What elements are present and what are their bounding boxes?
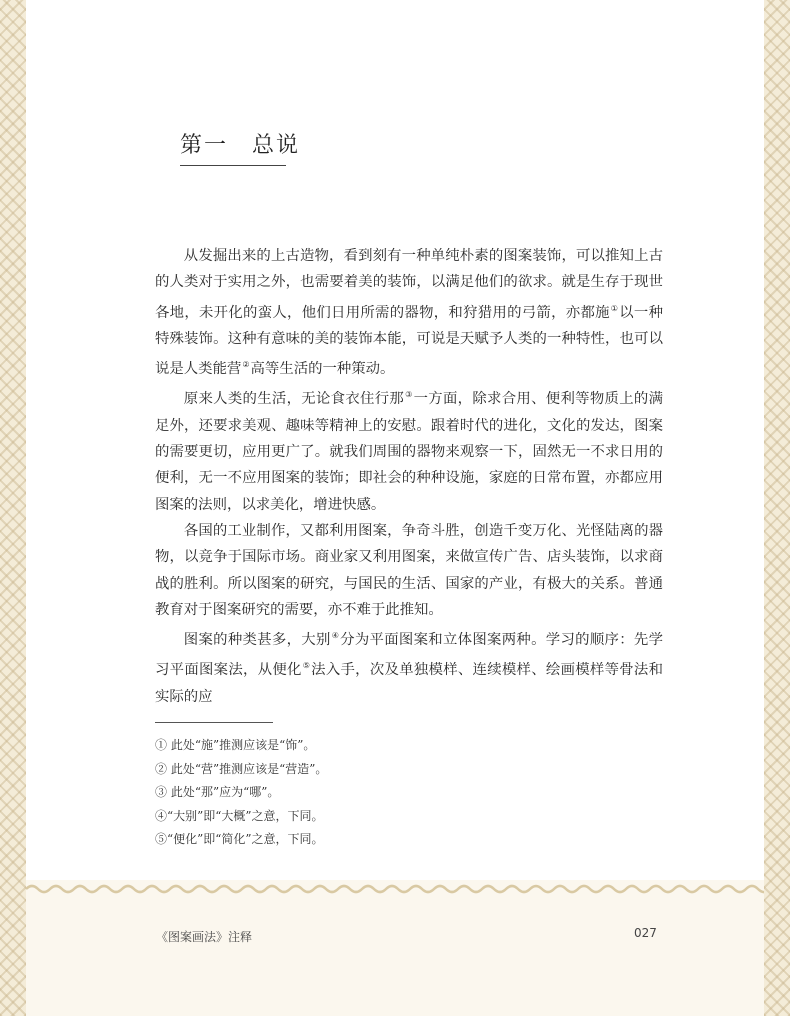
paragraph-1: 从发掘出来的上古造物，看到刻有一种单纯朴素的图案装饰，可以推知上古的人类对于实用之外，也需要着美的装饰，以满足他们的欲求。就是生存于现世各地，未开化的蛮人，他们日用所需的器物，和狩猎用的弓箭，亦都施①以一种特殊装饰。这种有意味的美的装饰本能，可说是天赋予人类的一种特性，也可以说是人类能营②高等生活的一种策动。: [155, 248, 663, 378]
bottom-band: [26, 880, 764, 1016]
paragraph-3: 各国的工业制作，又都利用图案，争奇斗胜，创造千变万化、光怪陆离的器物，以竞争于国际市场。商业家又利用图案，来做宣传广告、店头装饰，以求商战的胜利。所以图案的研究，与国民的生活、国家的产业，有极大的关系。普通教育对于图案研究的需要，亦不难于此推知。: [155, 522, 663, 618]
wave-divider: [26, 883, 764, 895]
section-title: 第一 总说: [180, 128, 286, 166]
footnote-divider: [155, 722, 273, 723]
footnote-5: ⑤“便化”即“简化”之意，下同。: [155, 832, 324, 846]
footnote-4: ④“大别”即“大概”之意，下同。: [155, 808, 324, 823]
footer-book-title: 《图案画法》注释: [156, 930, 253, 944]
footnotes: [155, 734, 663, 852]
footnote-2: ② 此处“营”推测应该是“营造”。: [155, 761, 328, 776]
decorative-border-left: [0, 0, 26, 1016]
decorative-border-right: [764, 0, 790, 1016]
footnote-ref-4[interactable]: ④: [331, 631, 340, 641]
footnote-3: ③ 此处“那”应为“哪”。: [155, 785, 280, 799]
page-number: 027: [634, 926, 657, 940]
footnote-ref-2[interactable]: ②: [242, 360, 250, 370]
footnote-ref-1[interactable]: ①: [610, 303, 619, 313]
footnote-1: ① 此处“施”推测应该是“饰”。: [155, 738, 316, 752]
footnote-ref-5[interactable]: ⑤: [302, 661, 311, 671]
paragraph-2: 原来人类的生活，无论食衣住行那③一方面，除求合用、便利等物质上的满足外，还要求美观、趣味等精神上的安慰。跟着时代的进化，文化的发达，图案的需要更切，应用更广了。就我们周围的器物来观察一下，固然无一不求日用的便利，无一不应用图案的装饰；即社会的种种设施，家庭的日常布置，亦都应用图案的法则，以求美化，增进快感。: [155, 390, 663, 513]
body-text: [155, 243, 663, 710]
footnote-ref-3[interactable]: ③: [405, 390, 413, 400]
paragraph-4: 图案的种类甚多，大别④分为平面图案和立体图案两种。学习的顺序：先学习平面图案法，从便化⑤法入手，次及单独模样、连续模样、绘画模样等骨法和实际的应: [155, 631, 663, 705]
